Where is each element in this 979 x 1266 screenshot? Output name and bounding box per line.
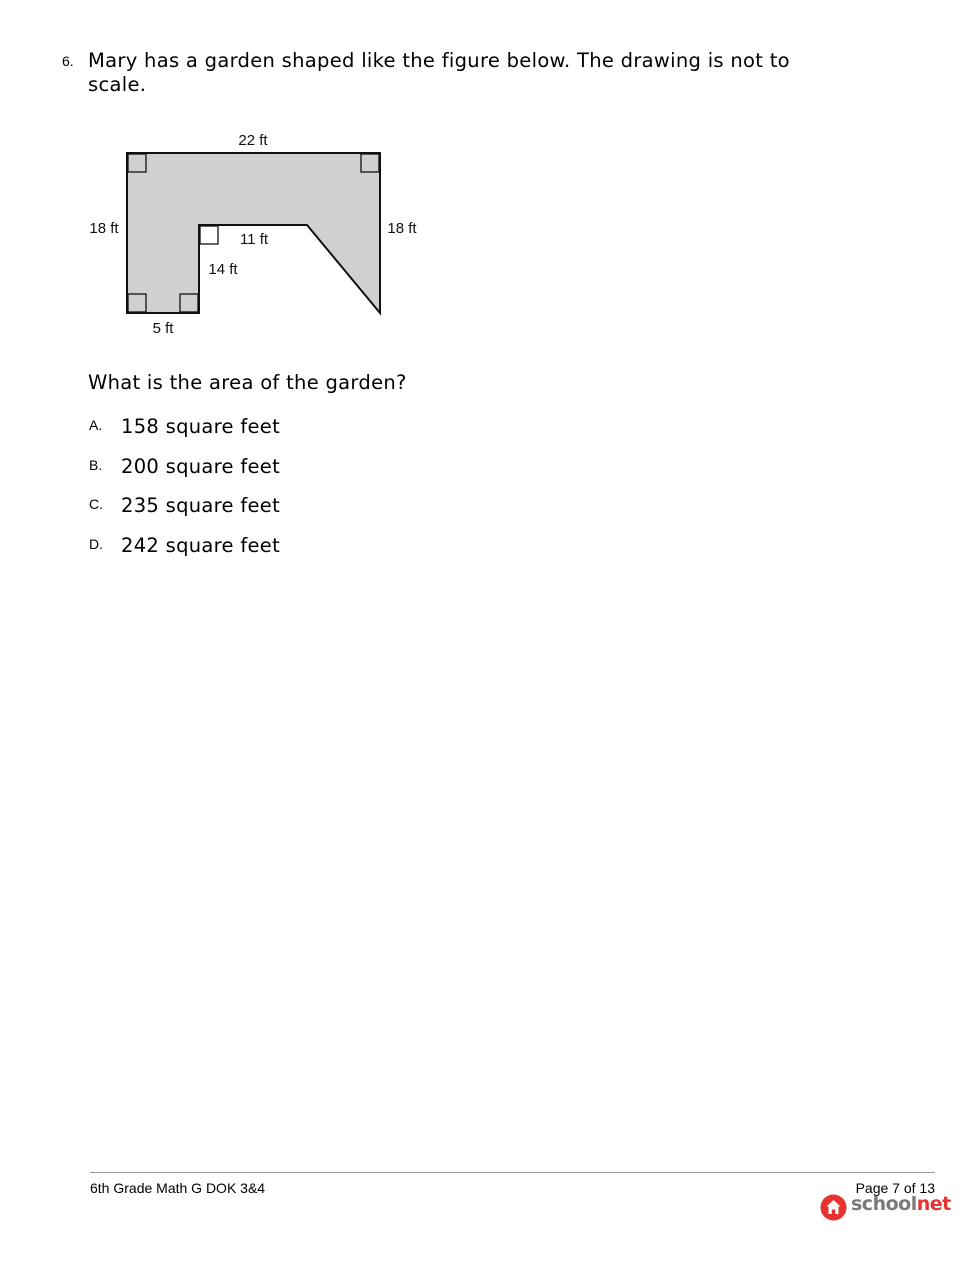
choice-letter: D. [89,536,103,552]
page-number: Page 7 of 13 [855,1180,935,1196]
question-number: 6. [62,53,74,69]
choice-text: 200 square feet [121,455,281,478]
choice-text: 235 square feet [121,494,281,517]
logo-wordmark: schoolnet [851,1193,951,1215]
choice-letter: C. [89,496,103,512]
right-angle-mark-inner [200,226,218,244]
label-left: 18 ft [89,220,119,237]
choice-text: 158 square feet [121,415,281,438]
label-inner-side: 14 ft [208,261,238,278]
footer-divider [90,1172,935,1173]
question-text: Mary has a garden shaped like the figure below. The drawing is not to scale. [88,49,790,96]
choice-letter: B. [89,457,103,473]
house-icon [820,1194,847,1221]
question-prompt: What is the area of the garden? [88,371,407,394]
footer-title: 6th Grade Math G DOK 3&4 [90,1180,266,1196]
garden-figure [0,0,979,360]
label-inner-top: 11 ft [239,231,269,248]
choice-text: 242 square feet [121,534,281,557]
label-right: 18 ft [387,220,417,237]
choice-letter: A. [89,417,103,433]
label-top: 22 ft [238,132,268,149]
label-bottom: 5 ft [152,320,174,337]
